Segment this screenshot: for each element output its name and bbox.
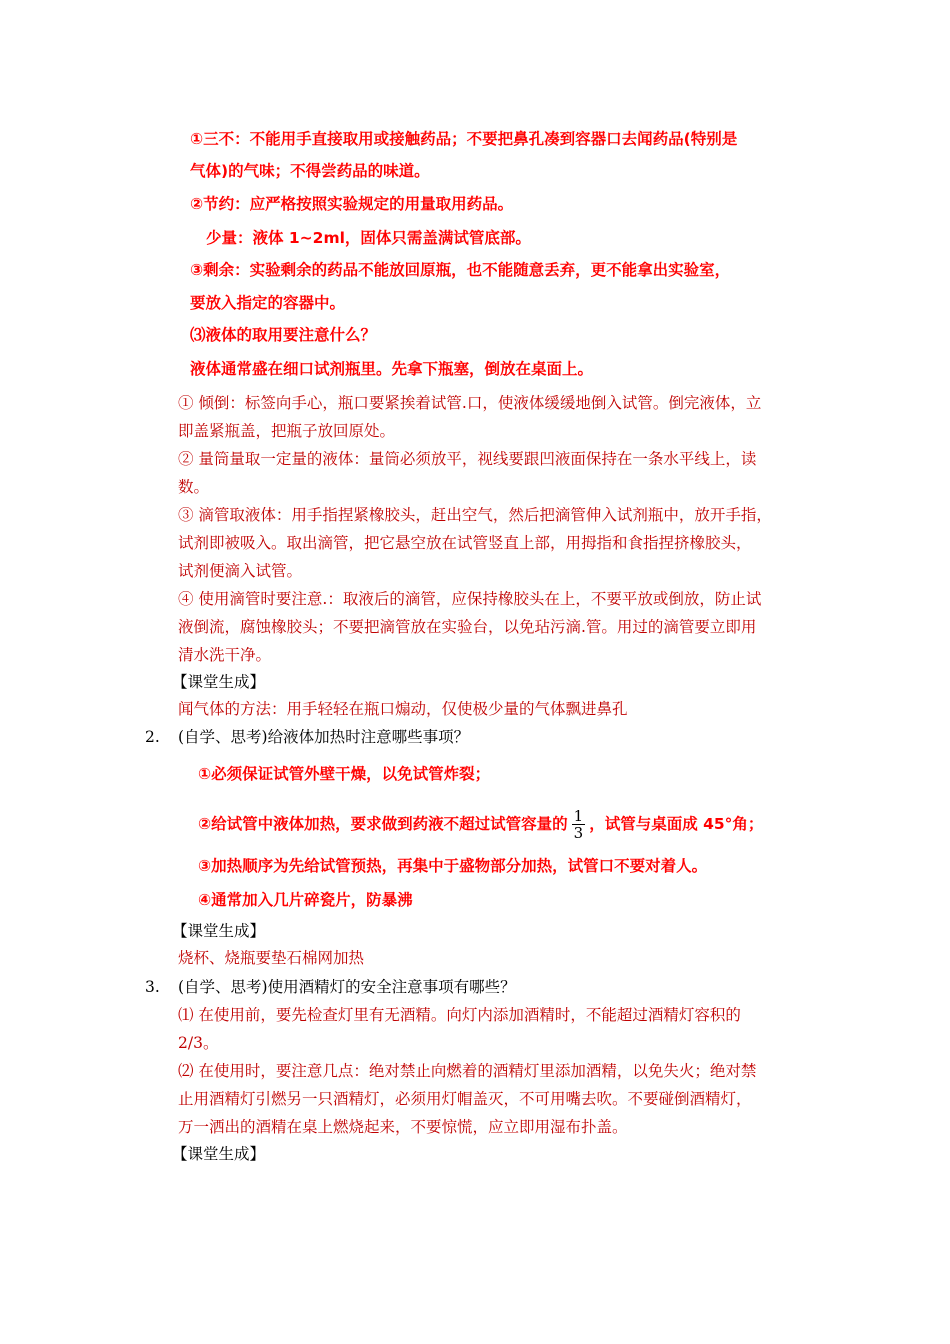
liquid-answer: 液体通常盛在细口试剂瓶里。先拿下瓶塞，倒放在桌面上。 (190, 360, 594, 378)
fraction-numerator: 1 (573, 807, 584, 825)
heating-rule-2 (198, 808, 763, 841)
dropper-line1: ③ 滴管取液体：用手指捏紧橡胶头，赶出空气，然后把滴管伸入试剂瓶中，放开手指， (178, 506, 772, 524)
lamp-during-use-line3: 万一洒出的酒精在桌上燃烧起来，不要惊慌，应立即用湿布扑盖。 (178, 1118, 628, 1136)
rule-three-no-line2: 气体)的气味；不得尝药品的味道。 (190, 162, 430, 180)
heating-rule-2-prefix: ②给试管中液体加热，要求做到药液不超过试管容量的 (198, 815, 568, 833)
question-number: 3. (145, 978, 160, 996)
cylinder-line2: 数。 (178, 478, 210, 496)
rule-economy: ②节约：应严格按照实验规定的用量取用药品。 (190, 195, 514, 213)
rule-remainder-line2: 要放入指定的容器中。 (190, 294, 346, 312)
lamp-before-use-line2: 2/3。 (178, 1034, 219, 1052)
pour-line1: ① 倾倒：标签向手心，瓶口要紧挨着试管.口，使液体缓缓地倒入试管。倒完液体，立 (178, 394, 762, 412)
rule-three-no-line1: ①三不：不能用手直接取用或接触药品；不要把鼻孔凑到容器口去闻药品(特别是 (190, 130, 738, 148)
rule-remainder-line1: ③剩余：实验剩余的药品不能放回原瓶，也不能随意丢弃，更不能拿出实验室， (190, 261, 731, 279)
question-text: (自学、思考)给液体加热时注意哪些事项？ (178, 728, 470, 746)
dropper-note-line1: ④ 使用滴管时要注意.：取液后的滴管，应保持橡胶头在上，不要平放或倒放，防止试 (178, 590, 762, 608)
rule-small-amount: 少量：液体 1~2ml，固体只需盖满试管底部。 (206, 229, 531, 247)
pour-line2: 即盖紧瓶盖，把瓶子放回原处。 (178, 422, 396, 440)
heating-rule-3: ③加热顺序为先给试管预热，再集中于盛物部分加热，试管口不要对着人。 (198, 857, 708, 875)
question-number: 2. (145, 728, 160, 746)
dropper-note-line3: 清水洗干净。 (178, 646, 272, 664)
cylinder-line1: ② 量筒量取一定量的液体：量筒必须放平，视线要跟凹液面保持在一条水平线上，读 (178, 450, 757, 468)
class-outcome-heading: 【课堂生成】 (172, 922, 266, 940)
class-outcome-heading: 【课堂生成】 (172, 673, 266, 691)
dropper-line2: 试剂即被吸入。取出滴管，把它悬空放在试管竖直上部，用拇指和食指捏挤橡胶头， (178, 534, 752, 552)
heating-rule-1: ①必须保证试管外壁干燥，以免试管炸裂； (198, 765, 491, 783)
one-third-fraction (572, 808, 586, 841)
fraction-denominator: 3 (573, 824, 584, 842)
lamp-during-use-line2: 止用酒精灯引燃另一只酒精灯，必须用灯帽盖灭，不可用嘴去吹。不要碰倒酒精灯， (178, 1090, 752, 1108)
heating-rule-4: ④通常加入几片碎瓷片，防暴沸 (198, 891, 413, 909)
class-outcome-heading: 【课堂生成】 (172, 1145, 266, 1163)
class-outcome-text: 烧杯、烧瓶要垫石棉网加热 (178, 949, 365, 967)
question-text: (自学、思考)使用酒精灯的安全注意事项有哪些？ (178, 978, 516, 996)
heating-rule-2-suffix: ，试管与桌面成 45°角； (589, 815, 764, 833)
class-outcome-text: 闻气体的方法：用手轻轻在瓶口煽动，仅使极少量的气体飘进鼻孔 (178, 700, 628, 718)
lamp-before-use-line1: ⑴ 在使用前，要先检查灯里有无酒精。向灯内添加酒精时，不能超过酒精灯容积的 (178, 1006, 741, 1024)
dropper-line3: 试剂便滴入试管。 (178, 562, 303, 580)
lamp-during-use-line1: ⑵ 在使用时，要注意几点：绝对禁止向燃着的酒精灯里添加酒精，以免失火；绝对禁 (178, 1062, 757, 1080)
dropper-note-line2: 液倒流，腐蚀橡胶头；不要把滴管放在实验台，以免玷污滴.管。用过的滴管要立即用 (178, 618, 757, 636)
liquid-question: ⑶液体的取用要注意什么？ (190, 326, 377, 344)
